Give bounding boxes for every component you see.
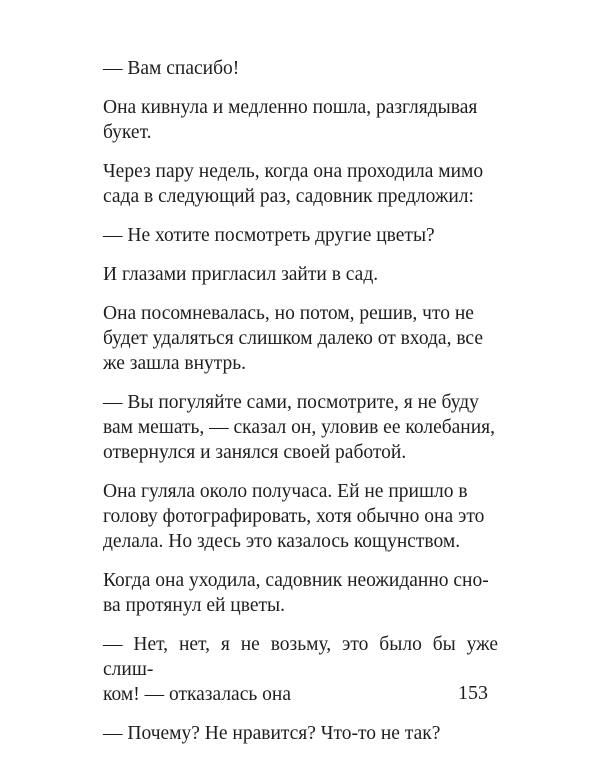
page-text — [103, 56, 498, 760]
paragraph-3: Через пару недель, когда она проходила мимо сада в следующий раз, садовник предложил: — [103, 161, 484, 207]
paragraph-1: — Вам спасибо! — [103, 58, 240, 79]
paragraph-8: Она гуляла около получаса. Ей не пришло в голову фотографировать, хотя обычно она это делала. Но здесь это казалось кощунством. — [103, 481, 485, 552]
paragraph-6: Она посомневалась, но потом, решив, что не будет удаляться слишком далеко от входа, все же зашла внутрь. — [103, 303, 483, 374]
paragraph-9: Когда она уходила, садовник неожиданно сно- ва протянул ей цветы. — [103, 570, 489, 616]
paragraph-11: — Почему? Не нравится? Что-то не так? — [103, 723, 441, 744]
page-number: 153 — [458, 682, 488, 704]
paragraph-2: Она кивнула и медленно пошла, разглядывая букет. — [103, 97, 478, 143]
paragraph-7: — Вы погуляйте сами, посмотрите, я не буду вам мешать, — сказал он, уловив ее колебания, отвернулся и занялся своей работой. — [103, 392, 496, 463]
paragraph-10: — Нет, нет, я не возьму, это было бы уже слиш- ком! — отказалась она — [103, 634, 498, 705]
paragraph-4: — Не хотите посмотреть другие цветы? — [103, 225, 435, 246]
paragraph-5: И глазами пригласил зайти в сад. — [103, 264, 379, 285]
